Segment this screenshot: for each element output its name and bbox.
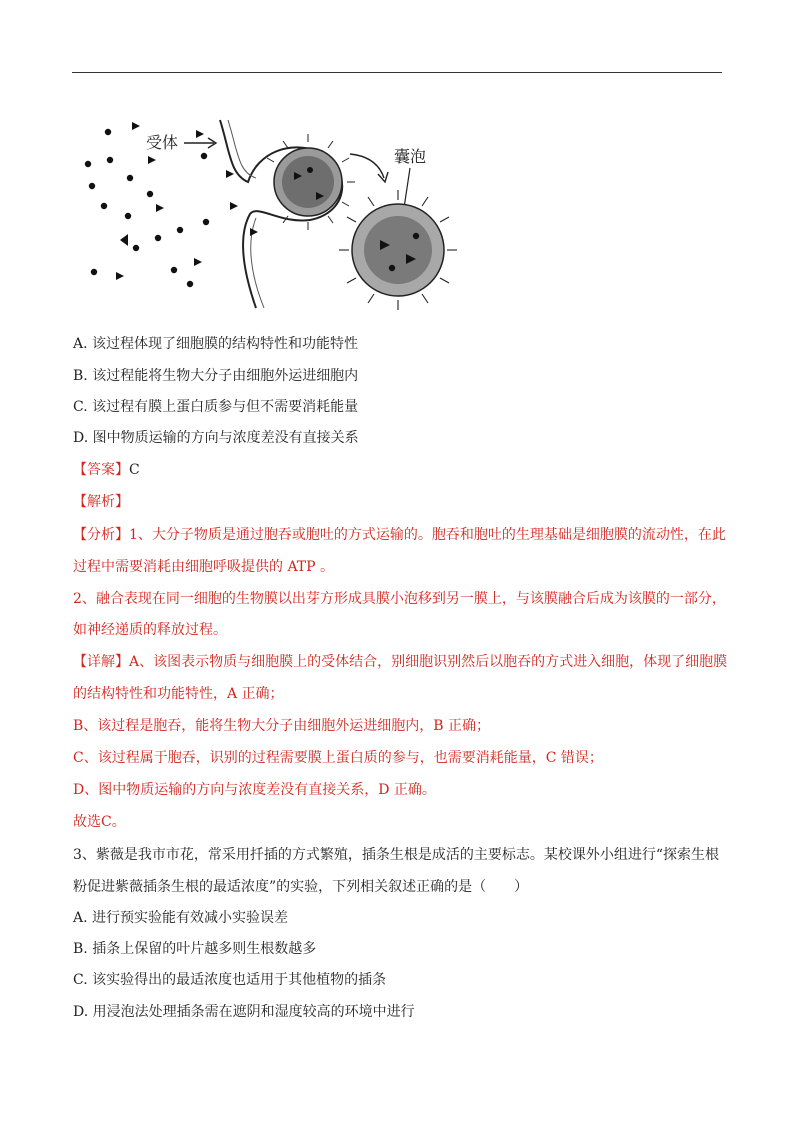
forming-vesicle (267, 134, 355, 230)
conclusion: 故选C。 (73, 814, 126, 830)
xiangjie-c: C、该过程属于胞吞，识别的过程需要膜上蛋白质的参与，也需要消耗能量，C 错误； (73, 750, 603, 766)
receptor-label: 受体 (146, 133, 179, 152)
vesicle-label: 囊泡 (394, 147, 427, 166)
q2-option-c: C. 该过程有膜上蛋白质参与但不需要消耗能量 (73, 399, 359, 415)
xiangjie-tag: 【详解】 (73, 654, 129, 670)
fenxi-line-2: 过程中需要消耗由细胞呼吸提供的 ATP 。 (73, 559, 335, 575)
particle-dots (85, 129, 209, 287)
free-vesicle (339, 190, 457, 310)
fenxi-line-1 (73, 525, 726, 545)
fenxi-tag: 【分析】 (73, 527, 129, 543)
endocytosis-figure (80, 112, 460, 312)
xiangjie-d: D、图中物质运输的方向与浓度差没有直接关系，D 正确。 (73, 782, 436, 798)
answer-value: C (129, 462, 140, 478)
q2-option-b: B. 该过程能将生物大分子由细胞外运进细胞内 (73, 368, 359, 384)
q3-option-b: B. 插条上保留的叶片越多则生根数越多 (73, 941, 317, 957)
answer-tag: 【答案】 (73, 462, 129, 478)
xiangjie-a-text-1: A、该图表示物质与细胞膜上的受体结合，别细胞识别然后以胞吞的方式进入细胞，体现了细胞膜 (129, 654, 728, 670)
analysis-heading: 【解析】 (73, 494, 129, 510)
q2-option-a: A. 该过程体现了细胞膜的结构特性和功能特性 (73, 336, 359, 352)
fenxi-text-1: 1、大分子物质是通过胞吞或胞吐的方式运输的。胞吞和胞吐的生理基础是细胞膜的流动性，在此 (129, 527, 726, 543)
q3-option-a: A. 进行预实验能有效减小实验误差 (73, 910, 289, 926)
xiangjie-line-2: 的结构特性和功能特性，A 正确； (73, 686, 284, 702)
q3-stem-line-1: 3、紫薇是我市市花，常采用扦插的方式繁殖，插条生根是成活的主要标志。某校课外小组进行“探索生根 (73, 847, 720, 863)
xiangjie-line-1 (73, 652, 727, 672)
fenxi-line-4: 如神经递质的释放过程。 (73, 622, 227, 638)
q2-option-d: D. 图中物质运输的方向与浓度差没有直接关系 (73, 430, 359, 446)
q3-option-d: D. 用浸泡法处理插条需在遮阴和湿度较高的环境中进行 (73, 1004, 415, 1020)
answer-line (73, 460, 140, 480)
q3-option-c: C. 该实验得出的最适浓度也适用于其他植物的插条 (73, 972, 387, 988)
cell-membrane (220, 120, 342, 308)
q3-stem-line-2: 粉促进紫薇插条生根的最适浓度”的实验，下列相关叙述正确的是（ ） (73, 879, 529, 895)
fenxi-line-3: 2、融合表现在同一细胞的生物膜以出芽方形成具膜小泡移到另一膜上，与该膜融合后成为该膜的一部分， (73, 591, 726, 607)
header-rule (72, 72, 722, 73)
xiangjie-b: B、该过程是胞吞，能将生物大分子由细胞外运进细胞内，B 正确； (73, 718, 491, 734)
